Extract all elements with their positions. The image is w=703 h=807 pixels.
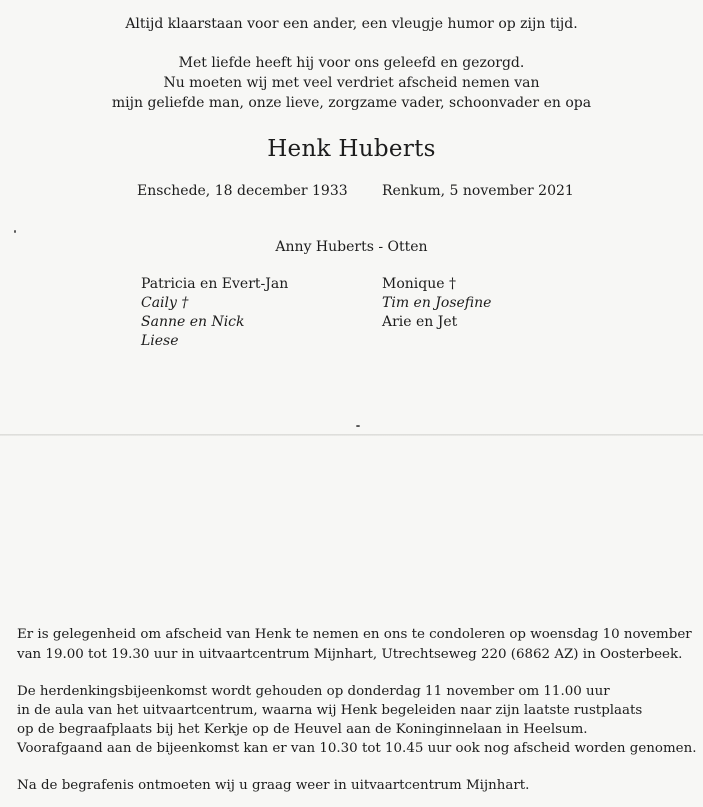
family-right-2: Tim en Josefine xyxy=(382,295,492,311)
death-place-date: Renkum, 5 november 2021 xyxy=(382,183,574,199)
page-fold-divider xyxy=(0,434,703,436)
family-left-1: Patricia en Evert-Jan xyxy=(141,276,289,292)
birth-place-date: Enschede, 18 december 1933 xyxy=(137,183,348,199)
intro-line-1: Altijd klaarstaan voor een ander, een vleugje humor op zijn tijd. xyxy=(125,16,578,32)
info-p2-line-2: in de aula van het uitvaartcentrum, waarna wij Henk begeleiden naar zijn laatste rustplaats xyxy=(17,703,643,718)
deceased-name: Henk Huberts xyxy=(267,136,436,162)
intro-line-4: mijn geliefde man, onze lieve, zorgzame vader, schoonvader en opa xyxy=(111,95,592,111)
family-left-4: Liese xyxy=(141,333,179,349)
scan-speck xyxy=(14,230,16,233)
intro-line-3: Nu moeten wij met veel verdriet afscheid nemen van xyxy=(163,75,540,91)
info-p3-line-1: Na de begrafenis ontmoeten wij u graag weer in uitvaartcentrum Mijnhart. xyxy=(17,778,530,793)
info-p2-line-3: op de begraafplaats bij het Kerkje op de Heuvel aan de Koninginnelaan in Heelsum. xyxy=(17,722,588,737)
info-p2-line-4: Voorafgaand aan de bijeenkomst kan er van 10.30 tot 10.45 uur ook nog afscheid worden genomen. xyxy=(17,741,697,756)
info-p1-line-2: van 19.00 tot 19.30 uur in uitvaartcentrum Mijnhart, Utrechtseweg 220 (6862 AZ) in Oosterbeek. xyxy=(17,647,683,662)
info-p1-line-1: Er is gelegenheid om afscheid van Henk te nemen en ons te condoleren op woensdag 10 november xyxy=(17,627,692,642)
spouse-name: Anny Huberts - Otten xyxy=(275,239,428,255)
info-p2-line-1: De herdenkingsbijeenkomst wordt gehouden op donderdag 11 november om 11.00 uur xyxy=(17,684,610,699)
family-right-3: Arie en Jet xyxy=(382,314,458,330)
scan-speck xyxy=(356,425,360,427)
family-left-2: Caily † xyxy=(141,295,189,311)
family-right-1: Monique † xyxy=(382,276,456,292)
intro-line-2: Met liefde heeft hij voor ons geleefd en gezorgd. xyxy=(178,55,525,71)
family-left-3: Sanne en Nick xyxy=(141,314,245,330)
